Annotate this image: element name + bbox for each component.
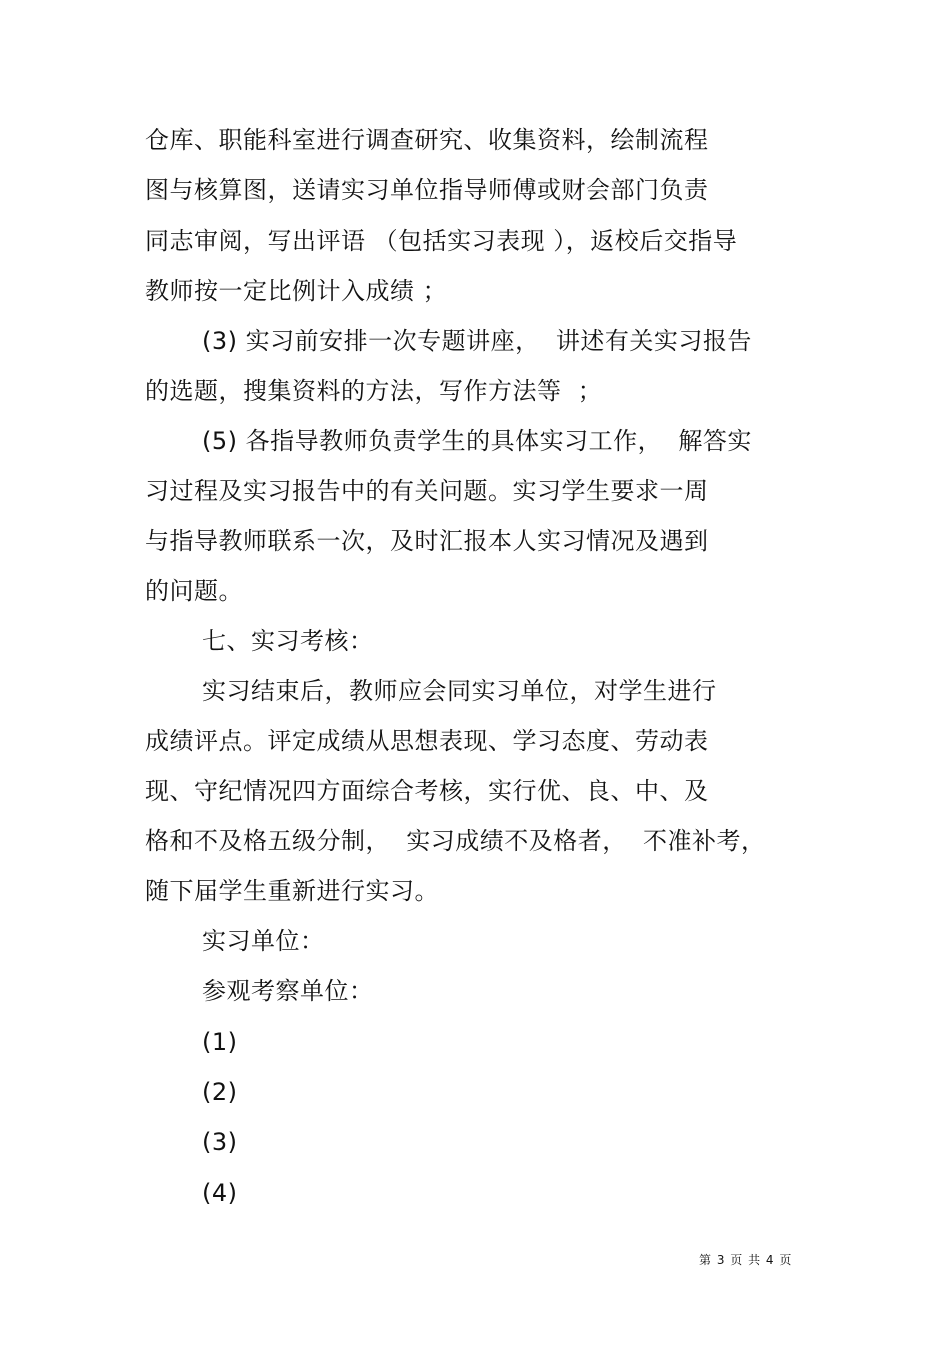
text-line: 现、守纪情况四方面综合考核，实行优、良、中、及 [145, 777, 709, 805]
text-line: 随下届学生重新进行实习。 [145, 877, 439, 905]
text-line: 参观考察单位： [202, 977, 374, 1005]
text-line: (3) 实习前安排一次专题讲座， 讲述有关实习报告 [202, 327, 752, 355]
text-line: 与指导教师联系一次，及时汇报本人实习情况及遇到 [145, 527, 709, 555]
text-line: 实习结束后，教师应会同实习单位，对学生进行 [202, 677, 717, 705]
text-line: 习过程及实习报告中的有关问题。实习学生要求一周 [145, 477, 709, 505]
list-item: (4) [202, 1179, 238, 1207]
text-line: 的问题。 [145, 577, 243, 605]
list-item: (1) [202, 1028, 238, 1056]
text-line: (5) 各指导教师负责学生的具体实习工作， 解答实 [202, 427, 752, 455]
text-line: 仓库、职能科室进行调查研究、收集资料，绘制流程 [145, 126, 709, 154]
list-item: (2) [202, 1078, 238, 1106]
text-line: 实习单位： [202, 927, 325, 955]
text-line: 教师按一定比例计入成绩 ； [145, 277, 448, 305]
text-line: 同志审阅，写出评语 （包括实习表现 ），返校后交指导 [145, 227, 738, 255]
text-line: 的选题，搜集资料的方法，写作方法等 ； [145, 377, 603, 405]
text-line: 格和不及格五级分制， 实习成绩不及格者， 不准补考， [145, 827, 766, 855]
text-line: 成绩评点。评定成绩从思想表现、学习态度、劳动表 [145, 727, 709, 755]
text-line: 图与核算图，送请实习单位指导师傅或财会部门负责 [145, 176, 709, 204]
list-item: (3) [202, 1128, 238, 1156]
page-footer: 第 3 页 共 4 页 [699, 1253, 793, 1267]
section-heading: 七、实习考核： [202, 627, 374, 655]
